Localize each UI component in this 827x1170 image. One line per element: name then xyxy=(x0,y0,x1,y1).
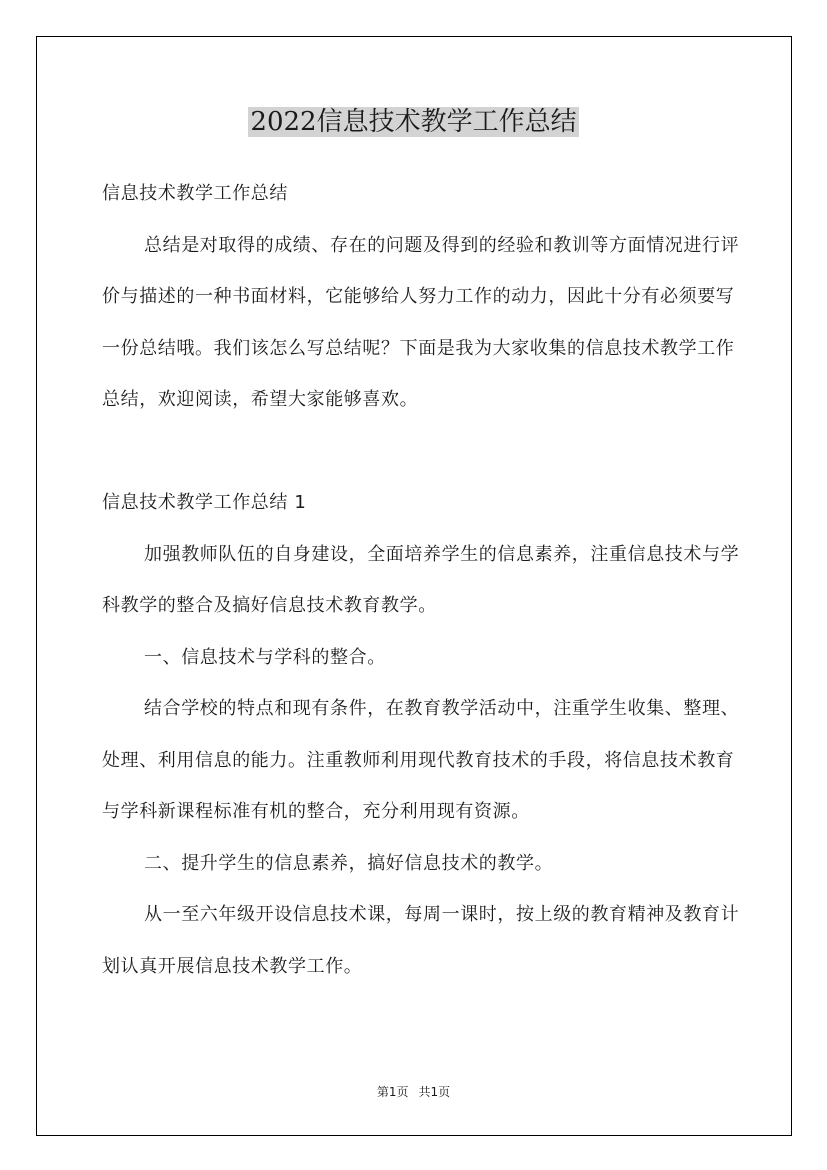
intro-paragraph: 总结是对取得的成绩、存在的问题及得到的经验和教训等方面情况进行评价与描述的一种书面材料，它能够给人努力工作的动力，因此十分有必须要写一份总结哦。我们该怎么写总结呢？下面是我为大家收集的信息技术教学工作总结，欢迎阅读，希望大家能够喜欢。 xyxy=(102,234,740,410)
body-paragraph: 加强教师队伍的自身建设，全面培养学生的信息素养，注重信息技术与学科教学的整合及搞好信息技术教育教学。 xyxy=(102,543,740,616)
section-heading: 信息技术教学工作总结 xyxy=(102,183,288,204)
document-title-text: 2022信息技术教学工作总结 xyxy=(250,107,577,137)
page-number: 第1页 xyxy=(376,1085,409,1099)
subheading-two: 二、提升学生的信息素养，搞好信息技术的教学。 xyxy=(144,852,554,874)
body-paragraph: 从一至六年级开设信息技术课，每周一课时，按上级的教育精神及教育计划认真开展信息技术教学工作。 xyxy=(102,904,740,977)
paragraph-gap xyxy=(102,426,742,478)
section-heading-1: 信息技术教学工作总结 1 xyxy=(102,492,307,513)
document-title xyxy=(0,104,827,140)
subheading-one: 一、信息技术与学科的整合。 xyxy=(144,646,386,668)
body-paragraph: 结合学校的特点和现有条件，在教育教学活动中，注重学生收集、整理、处理、利用信息的能力。注重教师利用现代教育技术的手段，将信息技术教育与学科新课程标准有机的整合，充分利用现有资源。 xyxy=(102,698,740,822)
page-footer xyxy=(0,1083,827,1100)
page-total: 共1页 xyxy=(418,1085,451,1099)
document-body xyxy=(102,168,742,992)
